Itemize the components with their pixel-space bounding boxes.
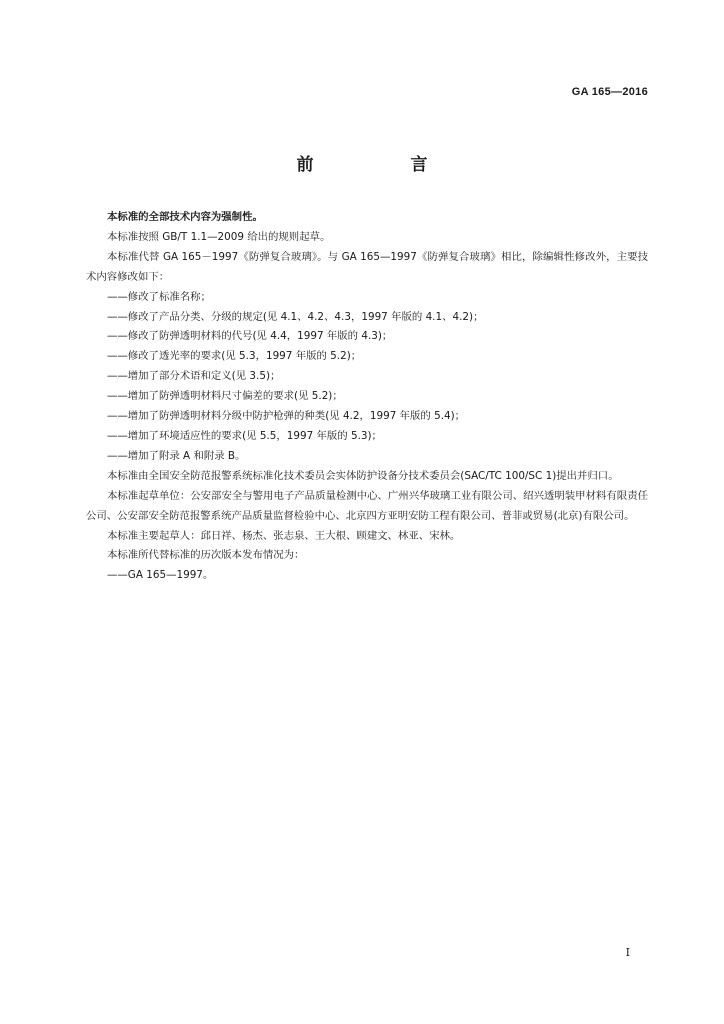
change-item: ——修改了标准名称； [107, 290, 211, 303]
change-item: ——修改了防弹透明材料的代号(见 4.4，1997 年版的 4.3)； [107, 330, 393, 343]
standard-code: GA 165—2016 [571, 86, 648, 98]
change-item: ——增加了部分术语和定义(见 3.5)； [107, 370, 281, 383]
drafting-units-statement: 本标准起草单位：公安部安全与警用电子产品质量检测中心、广州兴华玻璃工业有限公司、绍兴透明装甲材料有限责任公司、公安部安全防范报警系统产品质量监督检验中心、北京四方亚明安防工程有限公司、普菲或贸易(北京)有限公司。 [86, 489, 648, 522]
change-item: ——增加了防弹透明材料尺寸偏差的要求(见 5.2)； [107, 390, 343, 403]
page-number: I [625, 946, 630, 959]
replacement-statement: 本标准代替 GA 165－1997《防弹复合玻璃》。与 GA 165—1997《防弹复合玻璃》相比，除编辑性修改外，主要技术内容修改如下： [86, 250, 648, 283]
drafting-rules-statement: 本标准按照 GB/T 1.1—2009 给出的规则起草。 [107, 230, 331, 243]
proposer-statement: 本标准由全国安全防范报警系统标准化技术委员会实体防护设备分技术委员会(SAC/TC 100/SC 1)提出并归口。 [107, 469, 619, 482]
drafters-statement: 本标准主要起草人：邱日祥、杨杰、张志泉、王大根、顾建文、林亚、宋林。 [107, 529, 461, 542]
page-title: 前 言 [296, 155, 468, 175]
change-item: ——修改了透光率的要求(见 5.3，1997 年版的 5.2)； [107, 350, 362, 363]
version-history-intro: 本标准所代替标准的历次版本发布情况为： [107, 549, 305, 562]
version-history-item: ——GA 165—1997。 [107, 569, 214, 582]
mandatory-statement: 本标准的全部技术内容为强制性。 [107, 211, 263, 223]
document-body [86, 208, 648, 586]
change-item: ——修改了产品分类、分级的规定(见 4.1、4.2、4.3，1997 年版的 4.1、4.2)； [107, 310, 484, 323]
change-item: ——增加了防弹透明材料分级中防护枪弹的种类(见 4.2，1997 年版的 5.4)； [107, 410, 466, 423]
change-item: ——增加了环境适应性的要求(见 5.5，1997 年版的 5.3)； [107, 429, 382, 442]
change-item: ——增加了附录 A 和附录 B。 [107, 449, 246, 462]
